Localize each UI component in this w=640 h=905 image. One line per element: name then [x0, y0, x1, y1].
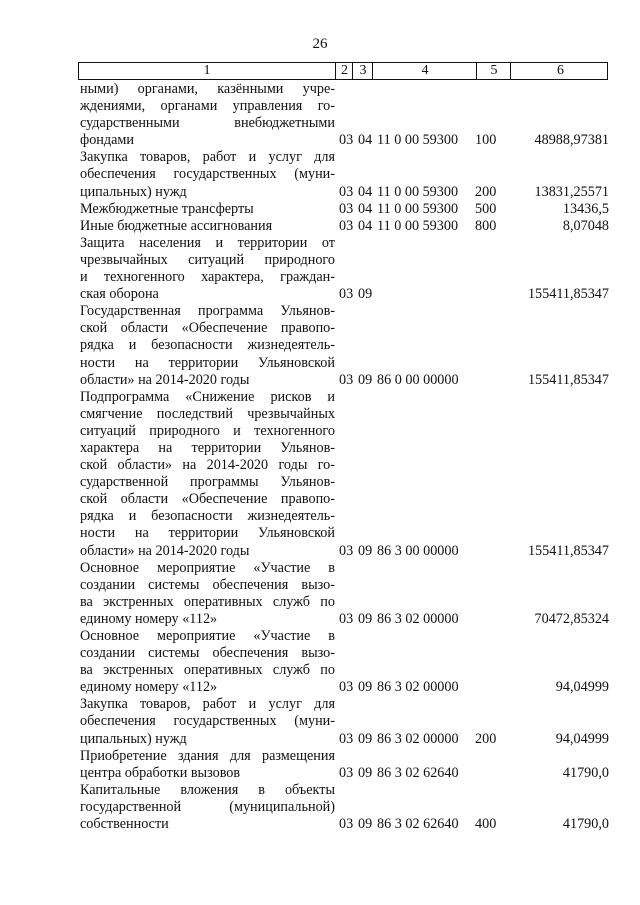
section-code: 03	[339, 217, 354, 234]
subsection-code: 09	[358, 764, 373, 781]
description-line: ситуаций природного и техногенного	[80, 422, 335, 439]
description-line: Закупка товаров, работ и услуг для	[80, 149, 335, 166]
table-row	[80, 81, 608, 149]
amount: 155411,85347	[527, 286, 609, 303]
description-line: области» на 2014-2020 годы	[80, 371, 250, 388]
description-line: обеспечения государственных (муни-	[80, 713, 335, 730]
budget-table-body	[80, 81, 608, 833]
row-description	[80, 201, 335, 218]
row-description	[80, 235, 335, 303]
description-line: сударственной программы Ульянов-	[80, 474, 335, 491]
table-header	[78, 62, 608, 80]
subsection-code: 09	[358, 286, 373, 303]
description-line: ской области «Обеспечение правопо-	[80, 320, 335, 337]
expense-type-code: 500	[475, 200, 497, 217]
section-code: 03	[339, 371, 354, 388]
subsection-code: 04	[358, 183, 373, 200]
description-line: ва экстренных оперативных служб по	[80, 593, 335, 610]
description-line: ская оборона	[80, 286, 159, 303]
row-description	[80, 782, 335, 833]
amount: 155411,85347	[527, 371, 609, 388]
description-line: ждениями, органами управления го-	[80, 98, 335, 115]
description-line: ности на территории Ульяновской	[80, 354, 335, 371]
description-line: Подпрограмма «Снижение рисков и	[80, 388, 335, 405]
description-line: характера на территории Ульянов-	[80, 439, 335, 456]
amount: 8,07048	[562, 217, 609, 234]
description-line: обеспечения государственных (муни-	[80, 166, 335, 183]
row-description	[80, 696, 335, 747]
description-line: чрезвычайных ситуаций природного	[80, 251, 335, 268]
header-col-5: 5	[476, 63, 511, 79]
table-row	[80, 303, 608, 388]
header-col-3: 3	[352, 63, 373, 79]
section-code: 03	[339, 816, 354, 833]
amount: 155411,85347	[527, 542, 609, 559]
section-code: 03	[339, 679, 354, 696]
description-line: единому номеру «112»	[80, 679, 218, 696]
row-description	[80, 560, 335, 628]
subsection-code: 09	[358, 371, 373, 388]
section-code: 03	[339, 286, 354, 303]
subsection-code: 09	[358, 730, 373, 747]
section-code: 03	[339, 610, 354, 627]
table-row	[80, 782, 608, 833]
description-line: сударственными внебюджетными	[80, 115, 335, 132]
subsection-code: 09	[358, 610, 373, 627]
amount: 48988,97381	[534, 132, 609, 149]
target-article-code: 86 3 00 00000	[377, 542, 459, 559]
header-col-4: 4	[372, 63, 477, 79]
description-line: ципальных) нужд	[80, 183, 187, 200]
subsection-code: 04	[358, 217, 373, 234]
description-line: области» на 2014-2020 годы	[80, 542, 250, 559]
target-article-code: 86 3 02 00000	[377, 679, 459, 696]
expense-type-code: 800	[475, 217, 497, 234]
expense-type-code: 400	[475, 816, 497, 833]
target-article-code: 86 3 02 00000	[377, 730, 459, 747]
description-line: собственности	[80, 816, 169, 833]
row-description	[80, 389, 335, 560]
page-number: 26	[312, 36, 328, 52]
header-col-2: 2	[335, 63, 353, 79]
description-line: смягчение последствий чрезвычайных	[80, 405, 335, 422]
table-row	[80, 748, 608, 782]
row-description	[80, 748, 335, 782]
section-code: 03	[339, 542, 354, 559]
table-row	[80, 235, 608, 303]
amount: 94,04999	[555, 679, 609, 696]
header-col-6: 6	[510, 63, 610, 79]
amount: 94,04999	[555, 730, 609, 747]
section-code: 03	[339, 764, 354, 781]
expense-type-code: 100	[475, 132, 497, 149]
target-article-code: 86 3 02 00000	[377, 610, 459, 627]
target-article-code: 11 0 00 59300	[377, 132, 459, 149]
description-line: Закупка товаров, работ и услуг для	[80, 696, 335, 713]
section-code: 03	[339, 730, 354, 747]
expense-type-code: 200	[475, 730, 497, 747]
description-line: рядка и безопасности жизнедеятель-	[80, 337, 335, 354]
target-article-code: 11 0 00 59300	[377, 183, 459, 200]
description-line: создании системы обеспечения вызо-	[80, 576, 335, 593]
section-code: 03	[339, 183, 354, 200]
description-line: фондами	[80, 132, 134, 149]
expense-type-code: 200	[475, 183, 497, 200]
description-line: рядка и безопасности жизнедеятель-	[80, 508, 335, 525]
table-row	[80, 696, 608, 747]
header-col-1: 1	[203, 63, 211, 78]
table-row	[80, 389, 608, 560]
table-row	[80, 149, 608, 200]
target-article-code: 86 0 00 00000	[377, 371, 459, 388]
amount: 41790,0	[562, 816, 609, 833]
target-article-code: 11 0 00 59300	[377, 200, 459, 217]
row-description	[80, 149, 335, 200]
description-line: Приобретение здания для размещения	[80, 747, 335, 764]
target-article-code: 11 0 00 59300	[377, 217, 459, 234]
amount: 41790,0	[562, 764, 609, 781]
subsection-code: 09	[358, 542, 373, 559]
subsection-code: 09	[358, 679, 373, 696]
amount: 70472,85324	[534, 610, 609, 627]
target-article-code: 86 3 02 62640	[377, 816, 459, 833]
description-line: единому номеру «112»	[80, 610, 218, 627]
row-description	[80, 81, 335, 149]
description-line: Капитальные вложения в объекты	[80, 781, 335, 798]
description-line: государственной (муниципальной)	[80, 798, 335, 815]
description-line: Основное мероприятие «Участие в	[80, 628, 335, 644]
description-line: Иные бюджетные ассигнования	[80, 217, 273, 234]
description-line: создании системы обеспечения вызо-	[80, 645, 335, 662]
description-line: Межбюджетные трансферты	[80, 200, 254, 217]
amount: 13831,25571	[534, 183, 609, 200]
amount: 13436,5	[562, 200, 609, 217]
subsection-code: 04	[358, 132, 373, 149]
description-line: ности на территории Ульяновской	[80, 525, 335, 542]
description-line: и техногенного характера, граждан-	[80, 269, 335, 286]
row-description	[80, 303, 335, 388]
description-line: ва экстренных оперативных служб по	[80, 662, 335, 679]
table-row	[80, 628, 608, 696]
description-line: Государственная программа Ульянов-	[80, 303, 335, 320]
target-article-code: 86 3 02 62640	[377, 764, 459, 781]
section-code: 03	[339, 132, 354, 149]
row-description	[80, 628, 335, 696]
subsection-code: 04	[358, 200, 373, 217]
subsection-code: 09	[358, 816, 373, 833]
description-line: ской области «Обеспечение правопо-	[80, 491, 335, 508]
section-code: 03	[339, 200, 354, 217]
description-line: центра обработки вызовов	[80, 764, 241, 781]
description-line: Защита населения и территории от	[80, 234, 335, 251]
table-row	[80, 560, 608, 628]
description-line: ской области» на 2014-2020 годы го-	[80, 457, 335, 474]
table-row	[80, 218, 608, 235]
row-description	[80, 218, 335, 235]
description-line: ципальных) нужд	[80, 730, 187, 747]
description-line: Основное мероприятие «Участие в	[80, 559, 335, 576]
table-row	[80, 201, 608, 218]
description-line: ными) органами, казёнными учре-	[80, 81, 335, 97]
